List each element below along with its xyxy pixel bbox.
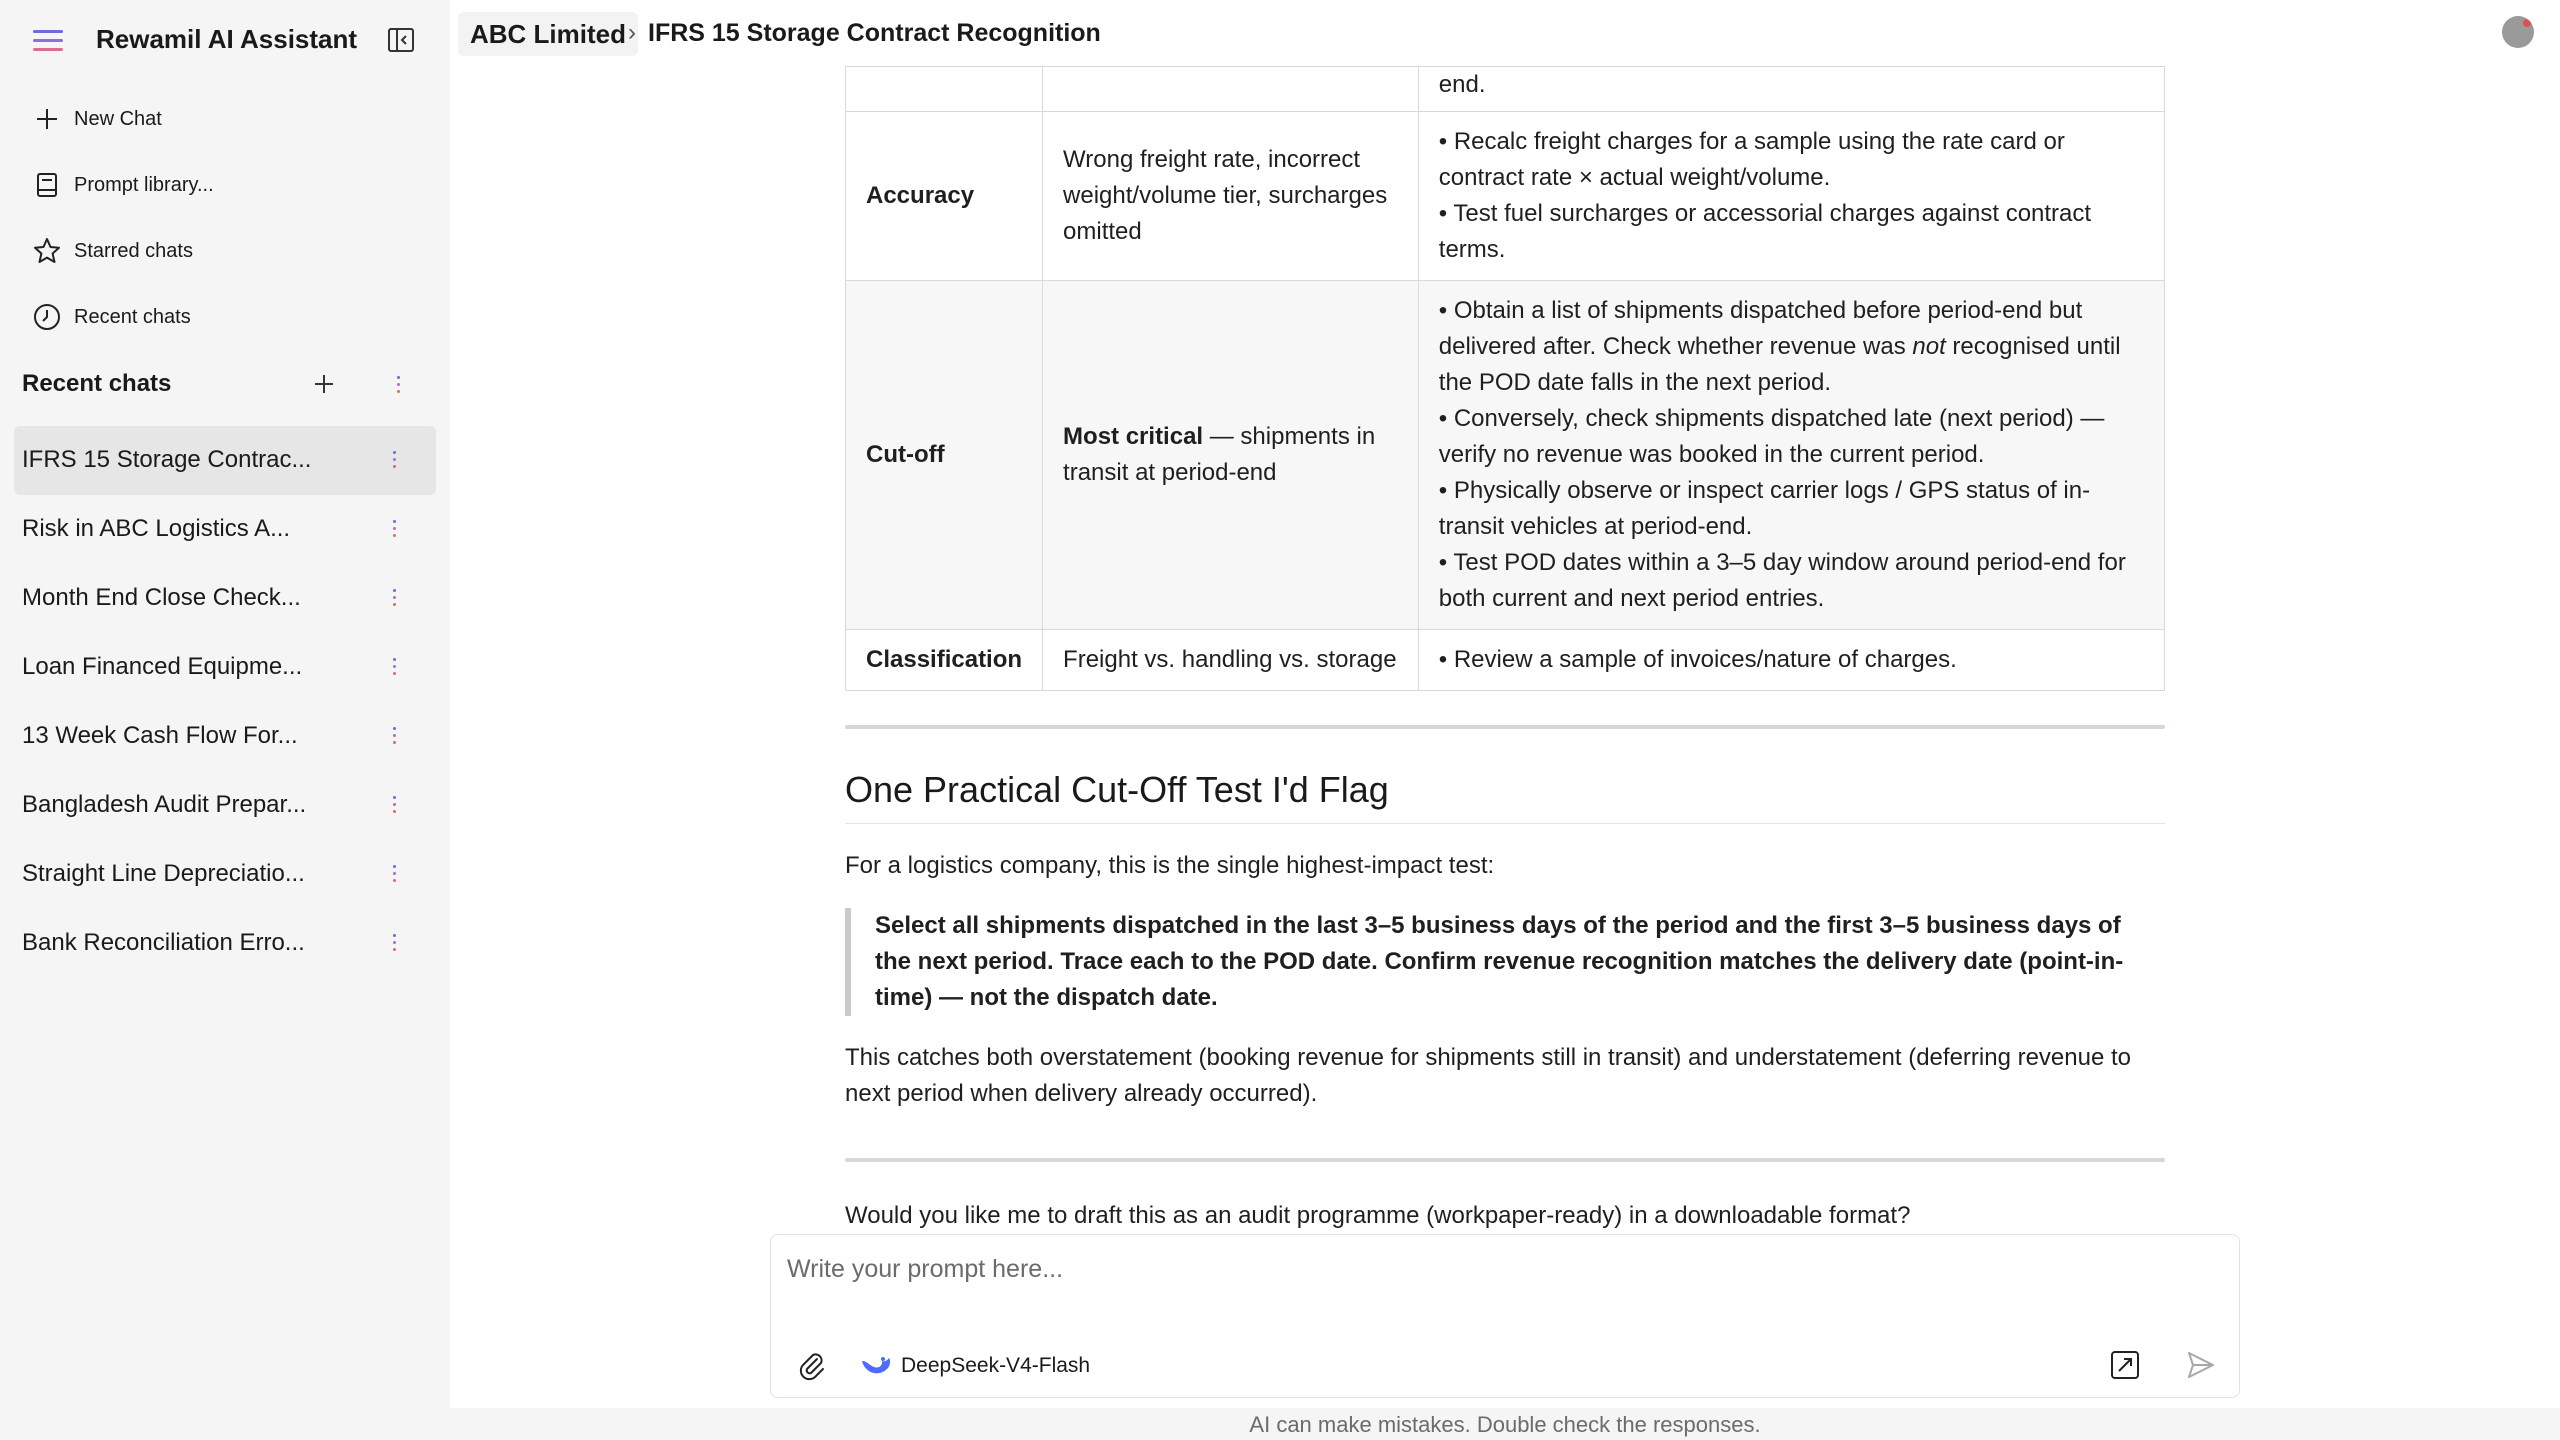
procedure-item: • Test POD dates within a 3–5 day window around period-end for both current and next period entries.	[1438, 549, 2126, 612]
recent-chats-title: Recent chats	[22, 370, 172, 397]
table-cell: end.	[1418, 67, 2164, 112]
risk-text: — shipments in transit at period-end	[1063, 423, 1376, 486]
chat-more-icon[interactable]	[384, 444, 404, 474]
chat-item[interactable]	[14, 564, 436, 633]
book-icon	[32, 170, 62, 200]
chat-list	[14, 426, 436, 978]
procedure-item: • Physically observe or inspect carrier logs / GPS status of in-transit vehicles at period-end.	[1438, 477, 2091, 540]
chat-item[interactable]	[14, 702, 436, 771]
page-title: IFRS 15 Storage Contract Recognition	[648, 19, 1101, 47]
table-cell: Cut-off	[846, 281, 1043, 630]
chat-more-icon[interactable]	[384, 927, 404, 957]
chat-title: IFRS 15 Storage Contrac...	[22, 446, 312, 473]
explanation-text: This catches both overstatement (booking revenue for shipments still in transit) and understatement (deferring revenue to next period when delivery already occurred).	[845, 1044, 2132, 1107]
new-chat-button[interactable]	[0, 86, 450, 152]
star-icon	[32, 236, 62, 266]
table-cell: Accuracy	[846, 112, 1043, 281]
chat-item[interactable]	[14, 909, 436, 978]
sidebar-header	[0, 0, 450, 82]
table-row	[846, 112, 2165, 281]
prompt-box	[770, 1234, 2240, 1398]
table-row	[846, 67, 2165, 112]
table-cell: Classification	[846, 630, 1043, 691]
section-heading: One Practical Cut-Off Test I'd Flag	[845, 769, 2165, 824]
chat-item[interactable]	[14, 771, 436, 840]
chat-response	[845, 66, 2165, 1234]
avatar[interactable]	[2502, 16, 2534, 48]
model-selector[interactable]	[859, 1349, 1090, 1383]
procedure-item: • Recalc freight charges for a sample using the rate card or contract rate × actual weight/volume.	[1438, 128, 2065, 191]
divider	[845, 725, 2165, 729]
footer	[450, 1408, 2560, 1440]
app-title: Rewamil AI Assistant	[96, 24, 358, 54]
chat-title: Loan Financed Equipme...	[22, 653, 303, 680]
chat-title: Month End Close Check...	[22, 584, 301, 611]
table-cell	[1418, 281, 2164, 630]
procedure-text: • Obtain a list of shipments dispatched before period-end but delivered after. Check whether revenue was	[1438, 297, 2083, 360]
disclaimer-text: AI can make mistakes. Double check the responses.	[1249, 1412, 1761, 1437]
table-cell: Wrong freight rate, incorrect weight/volume tier, surcharges omitted	[1043, 112, 1419, 281]
procedure-item: • Conversely, check shipments dispatched late (next period) — verify no revenue was booked in the current period.	[1438, 405, 2105, 468]
prompt-input[interactable]	[787, 1249, 2187, 1289]
send-icon[interactable]	[2185, 1349, 2217, 1381]
procedure-item	[1439, 293, 2144, 401]
table-cell	[1043, 281, 1419, 630]
top-bar	[450, 0, 2560, 66]
recent-chats-button[interactable]	[0, 284, 450, 350]
whale-logo-icon	[859, 1353, 893, 1379]
starred-chats-button[interactable]	[0, 218, 450, 284]
chat-title: Straight Line Depreciatio...	[22, 860, 305, 887]
clock-icon	[32, 302, 62, 332]
table-cell	[1418, 630, 2164, 691]
sidebar-toggle-icon[interactable]	[387, 27, 415, 53]
menu-icon[interactable]	[33, 28, 63, 52]
paperclip-icon[interactable]	[795, 1349, 829, 1383]
chat-title: Risk in ABC Logistics A...	[22, 515, 291, 542]
chat-title: 13 Week Cash Flow For...	[22, 722, 298, 749]
recent-more-icon[interactable]	[386, 366, 410, 402]
breadcrumb-separator: ›	[628, 19, 636, 46]
prompt-library-label: Prompt library...	[74, 173, 214, 196]
recent-chats-header	[22, 366, 432, 406]
chat-title: Bangladesh Audit Prepar...	[22, 791, 307, 818]
plus-icon	[32, 104, 62, 134]
recent-chats-label: Recent chats	[74, 305, 191, 328]
sidebar	[0, 0, 450, 1440]
prompt-library-button[interactable]	[0, 152, 450, 218]
chat-item[interactable]	[14, 840, 436, 909]
procedure-item: • Test fuel surcharges or accessorial charges against contract terms.	[1438, 200, 2092, 263]
chat-item[interactable]	[14, 426, 436, 495]
breadcrumb-workspace[interactable]: ABC Limited	[458, 12, 638, 56]
table-cell: Freight vs. handling vs. storage	[1043, 630, 1419, 691]
chat-more-icon[interactable]	[384, 720, 404, 750]
audit-procedures-table	[845, 66, 2165, 691]
risk-emphasis: Most critical	[1063, 423, 1204, 450]
chat-more-icon[interactable]	[384, 582, 404, 612]
table-row	[846, 630, 2165, 691]
starred-chats-label: Starred chats	[74, 239, 193, 262]
chat-item[interactable]	[14, 495, 436, 564]
new-chat-label: New Chat	[74, 107, 162, 130]
intro-text: For a logistics company, this is the single highest-impact test:	[845, 852, 1495, 879]
chat-title: Bank Reconciliation Erro...	[22, 929, 305, 956]
expand-icon[interactable]	[2109, 1349, 2141, 1381]
model-name: DeepSeek-V4-Flash	[901, 1354, 1091, 1377]
chat-more-icon[interactable]	[384, 651, 404, 681]
procedure-text: recognised until the POD date falls in the next period.	[1438, 333, 2121, 396]
table-row	[846, 281, 2165, 630]
highlight-quote: Select all shipments dispatched in the last 3–5 business days of the period and the first 3–5 business days of the next period. Trace each to the POD date. Confirm revenue recognition matches the delivery date (point-in-time) — not the dispatch date.	[845, 908, 2165, 1016]
chat-more-icon[interactable]	[384, 513, 404, 543]
add-chat-icon[interactable]	[306, 366, 342, 402]
chat-more-icon[interactable]	[384, 789, 404, 819]
chat-item[interactable]	[14, 633, 436, 702]
table-cell	[1418, 112, 2164, 281]
procedure-emphasis: not	[1912, 333, 1946, 360]
sidebar-menu	[0, 86, 450, 350]
procedure-item: • Review a sample of invoices/nature of charges.	[1438, 646, 1957, 673]
divider	[845, 1158, 2165, 1162]
follow-up-question: Would you like me to draft this as an audit programme (workpaper-ready) in a downloadable format?	[845, 1202, 1911, 1229]
chat-more-icon[interactable]	[384, 858, 404, 888]
